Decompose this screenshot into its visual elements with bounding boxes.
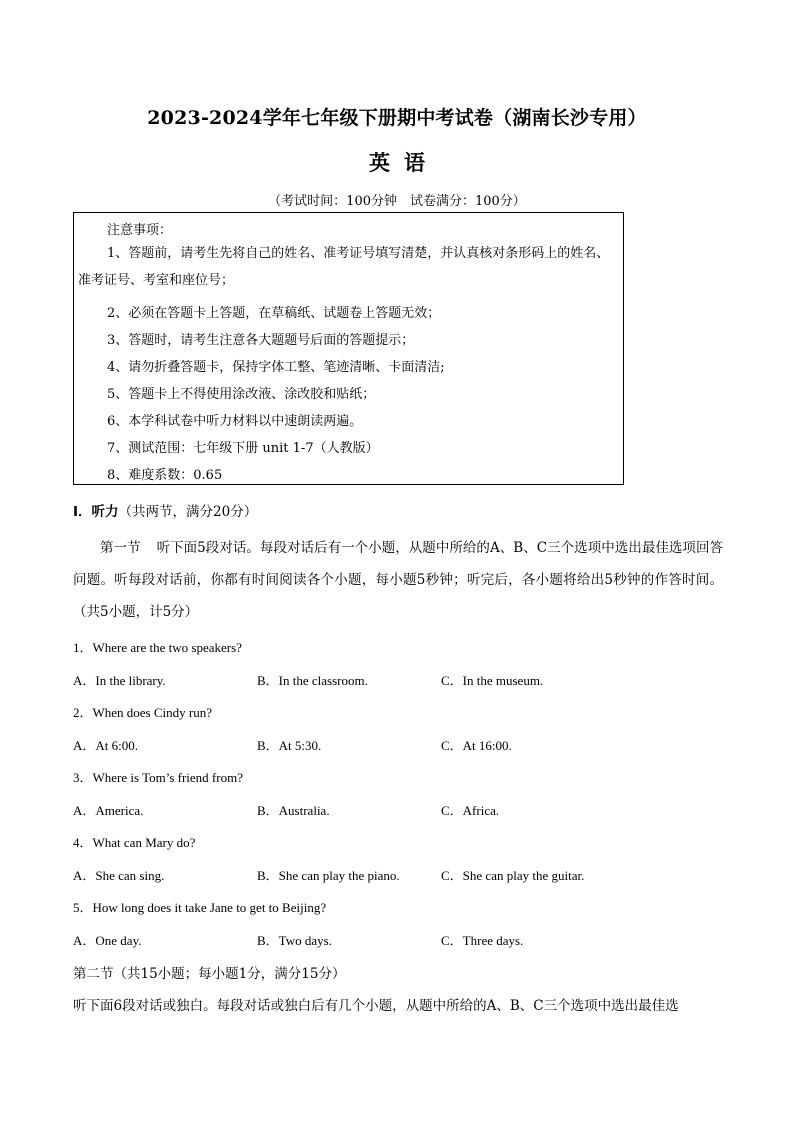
subject-title: 英语	[369, 150, 439, 175]
notice-box	[73, 212, 624, 485]
option-b: B．She can play the piano.	[257, 868, 400, 883]
exam-title: 2023-2024学年七年级下册期中考试卷（湖南长沙专用）	[147, 107, 647, 129]
option-a: A．America.	[73, 803, 144, 818]
option-a: A．She can sing.	[73, 868, 165, 883]
notice-item: 3、答题时，请考生注意各大题题号后面的答题提示；	[107, 333, 415, 348]
option-c: C．In the museum.	[441, 673, 544, 688]
question-stem: 2．When does Cindy run?	[73, 705, 213, 720]
section2-heading: 第二节（共15小题；每小题1分，满分15分）	[73, 966, 346, 982]
notice-title: 注意事项：	[107, 223, 173, 238]
option-a: A．At 6:00.	[73, 738, 139, 753]
section2-instructions: 听下面6段对话或独白。每段对话或独白后有几个小题，从题中所给的A、B、C三个选项中选出最佳选	[73, 998, 679, 1014]
notice-item: 4、请勿折叠答题卡，保持字体工整、笔迹清晰、卡面清洁;	[107, 360, 445, 375]
option-c: C．Three days.	[441, 933, 524, 948]
part-note: （共两节，满分20分）	[118, 504, 258, 520]
notice-item: 7、测试范围：七年级下册 unit 1-7（人教版）	[107, 441, 379, 456]
section1-text: 听下面5段对话。每段对话后有一个小题，从题中所给的A、B、C三个选项中选出最佳选项回答问题。听每段对话前，你都有时间阅读各个小题，每小题5秒钟；听完后，各小题将给出5秒钟的作答时间。（共5小题，计5分）	[73, 540, 723, 620]
option-b: B．Australia.	[257, 803, 330, 818]
option-b: B．At 5:30.	[257, 738, 322, 753]
notice-item: 6、本学科试卷中听力材料以中速朗读两遍。	[107, 414, 363, 429]
section1-label: 第一节	[100, 540, 141, 556]
option-a: A．One day.	[73, 933, 142, 948]
part-title: 听力	[91, 504, 119, 520]
part-number: I．	[73, 504, 92, 520]
option-c: C．At 16:00.	[441, 738, 512, 753]
option-a: A．In the library.	[73, 673, 166, 688]
notice-item: 8、难度系数：0.65	[107, 468, 223, 483]
notice-item: 5、答题卡上不得使用涂改液、涂改胶和贴纸；	[107, 387, 376, 402]
option-c: C．Africa.	[441, 803, 500, 818]
notice-item: 1、答题前，请考生先将自己的姓名、准考证号填写清楚，并认真核对条形码上的姓名、准考证号、考室和座位号；	[78, 246, 610, 288]
question-stem: 4．What can Mary do?	[73, 835, 196, 850]
question-stem: 5．How long does it take Jane to get to Beijing?	[73, 900, 327, 915]
part-heading	[73, 500, 257, 520]
exam-time-info: （考试时间：100分钟 试卷满分：100分）	[268, 194, 526, 209]
section1-instructions	[73, 532, 723, 628]
option-c: C．She can play the guitar.	[441, 868, 585, 883]
option-b: B．Two days.	[257, 933, 332, 948]
question-stem: 3．Where is Tom’s friend from?	[73, 770, 243, 785]
question-stem: 1．Where are the two speakers?	[73, 640, 242, 655]
option-b: B．In the classroom.	[257, 673, 368, 688]
notice-item: 2、必须在答题卡上答题，在草稿纸、试题卷上答题无效；	[107, 306, 441, 321]
